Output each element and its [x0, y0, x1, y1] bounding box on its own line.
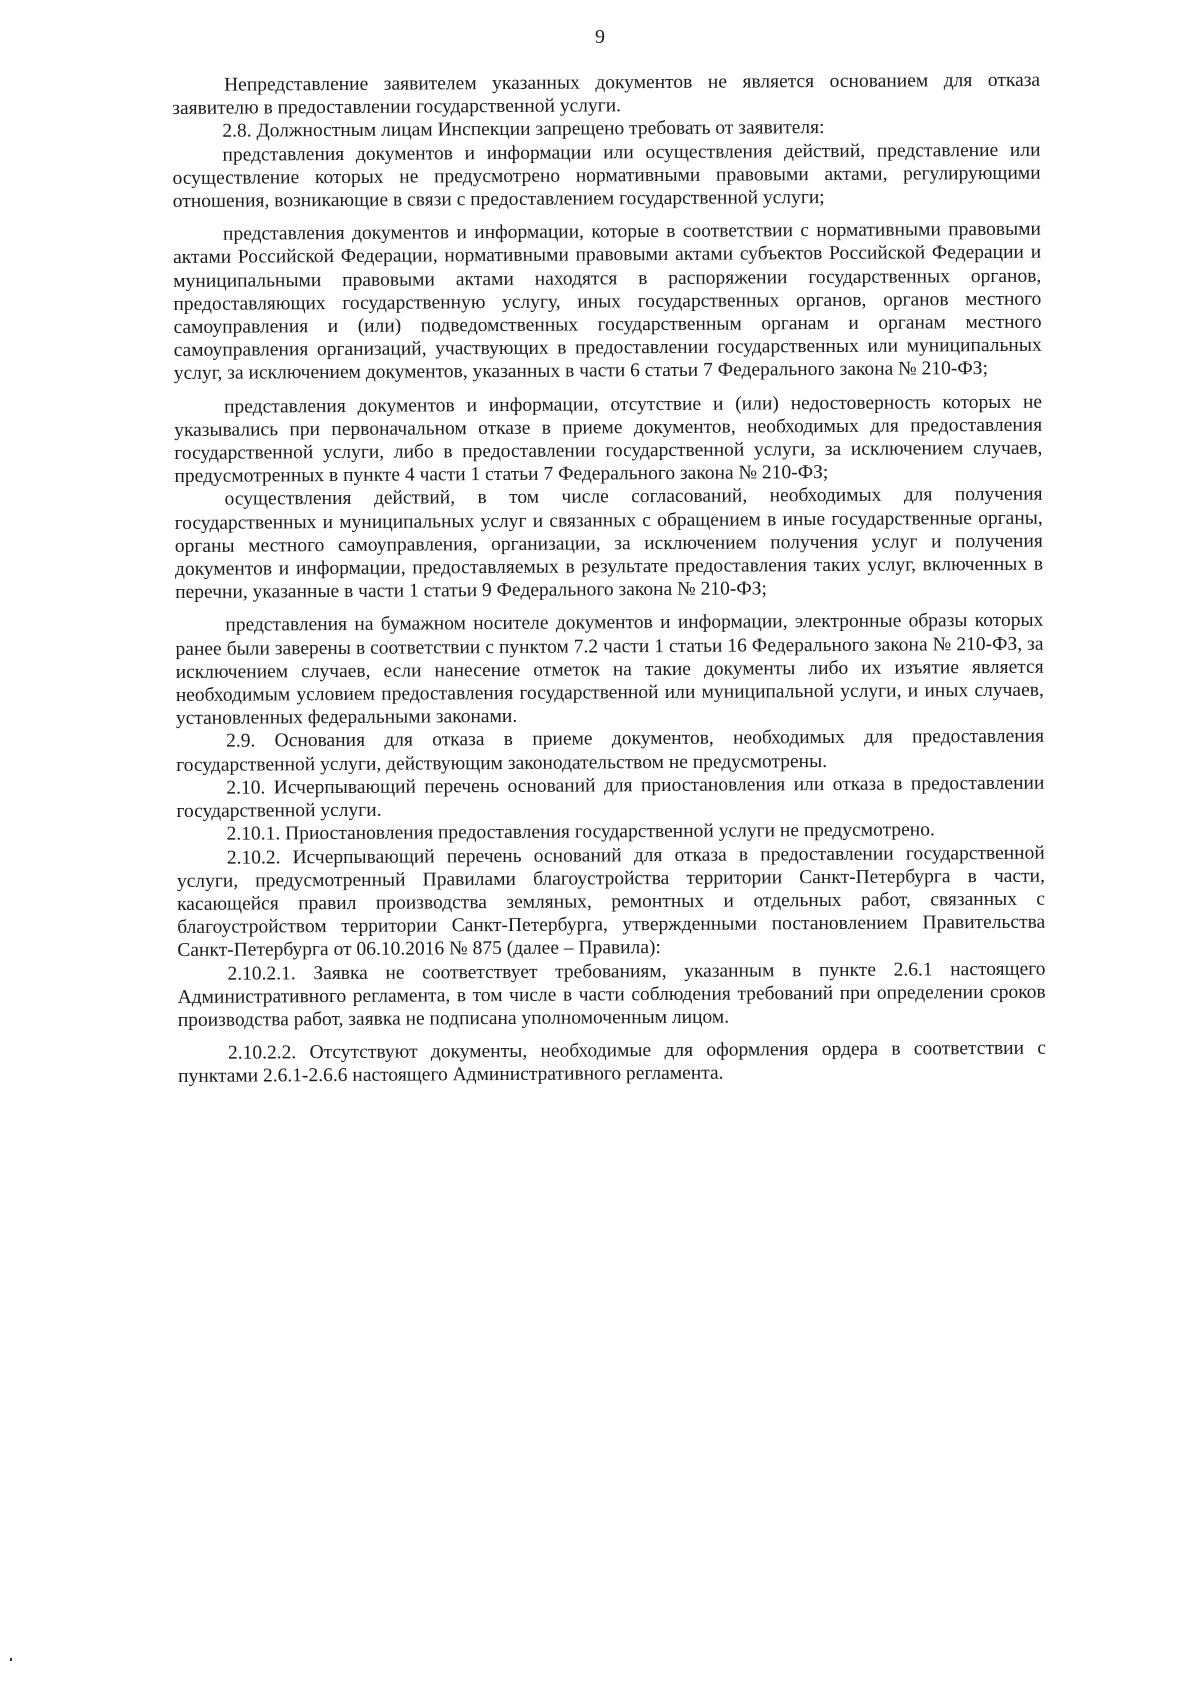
paragraph-requirement-2: представления документов и информации, которые в соответствии с нормативными правовыми актами Российской Федерации, нормативными правовыми актами субъектов Российской Федерации и муниципальными правовыми актами находятся в распоряжении государственных органов, предоставляющих государственную услугу, иных государственных органов, органов местного самоуправления и (или) подведомственных государственным органам и органам местного самоуправления организаций, участвующих в предоставлении государственных или муниципальных услуг, за исключением документов, указанных в части 6 статьи 7 Федерального закона № 210-ФЗ;: [173, 218, 1042, 385]
scan-artifact: [10, 1658, 12, 1661]
paragraph-2-9: 2.9. Основания для отказа в приеме документов, необходимых для предоставления государственной услуги, действующим законодательством не предусмотрены.: [176, 726, 1045, 776]
paragraph-2-10-2-1: 2.10.2.1. Заявка не соответствует требованиям, указанным в пункте 2.6.1 настоящего Административного регламента, в том числе в части соблюдения требований при определении сроков производства работ, заявка не подписана уполномоченным лицом.: [177, 958, 1046, 1031]
paragraph-requirement-5: представления на бумажном носителе документов и информации, электронные образы которых ранее были заверены в соответствии с пунктом 7.2 части 1 статьи 16 Федерального закона № 210-ФЗ, за исключением случаев, если нанесение отметок на такие документы либо их изъятие является необходимым условием предоставления государственной или муниципальной услуги, и иных случаев, установленных федеральными законами.: [175, 610, 1044, 730]
paragraph-2-8: 2.8. Должностным лицам Инспекции запрещено требовать от заявителя:: [222, 117, 825, 143]
paragraph-requirement-3: представления документов и информации, отсутствие и (или) недостоверность которых не указывались при первоначальном отказе в приеме документов, необходимых для предоставления государственной услуги, либо в предоставлении государственной услуги, за исключением случаев, предусмотренных в пункте 4 части 1 статьи 7 Федерального закона № 210-ФЗ;: [174, 391, 1043, 488]
page-number: 9: [595, 26, 605, 48]
paragraph-2-10-2-2: 2.10.2.2. Отсутствуют документы, необходимые для оформления ордера в соответствии с пунктами 2.6.1-2.6.6 настоящего Административного регламента.: [178, 1037, 1047, 1088]
document-body: [172, 69, 1046, 1089]
paragraph-2-10-2: 2.10.2. Исчерпывающий перечень оснований для отказа в предоставлении государственной услуги, предусмотренный Правилами благоустройства территории Санкт-Петербурга в части, касающейся правил производства земляных, ремонтных и отдельных работ, связанных с благоустройством территории Санкт-Петербурга, утвержденными постановлением Правительства Санкт-Петербурга от 06.10.2016 № 875 (далее – Правила):: [176, 842, 1046, 962]
paragraph-requirement-4: осуществления действий, в том числе согласований, необходимых для получения государственных и муниципальных услуг и связанных с обращением в иные государственные органы, органы местного самоуправления, организации, за исключением получения услуг и получения документов и информации, предоставляемых в результате предоставления таких услуг, включенных в перечни, указанные в части 1 статьи 9 Федерального закона № 210-ФЗ;: [174, 484, 1044, 604]
paragraph-2-10: 2.10. Исчерпывающий перечень оснований для приостановления или отказа в предоставлении государственной услуги.: [176, 772, 1045, 823]
paragraph-2-10-1: 2.10.1. Приостановления предоставления государственной услуги не предусмотрено.: [226, 819, 935, 845]
paragraph-no-grounds-for-refusal: Непредставление заявителем указанных документов не является основанием для отказа заявителю в предоставлении государственной услуги.: [172, 69, 1041, 120]
paragraph-requirement-1: представления документов и информации или осуществления действий, представление или осуществление которых не предусмотрено нормативными правовыми актами, регулирующими отношения, возникающие в связи с предоставлением государственной услуги;: [172, 139, 1041, 213]
